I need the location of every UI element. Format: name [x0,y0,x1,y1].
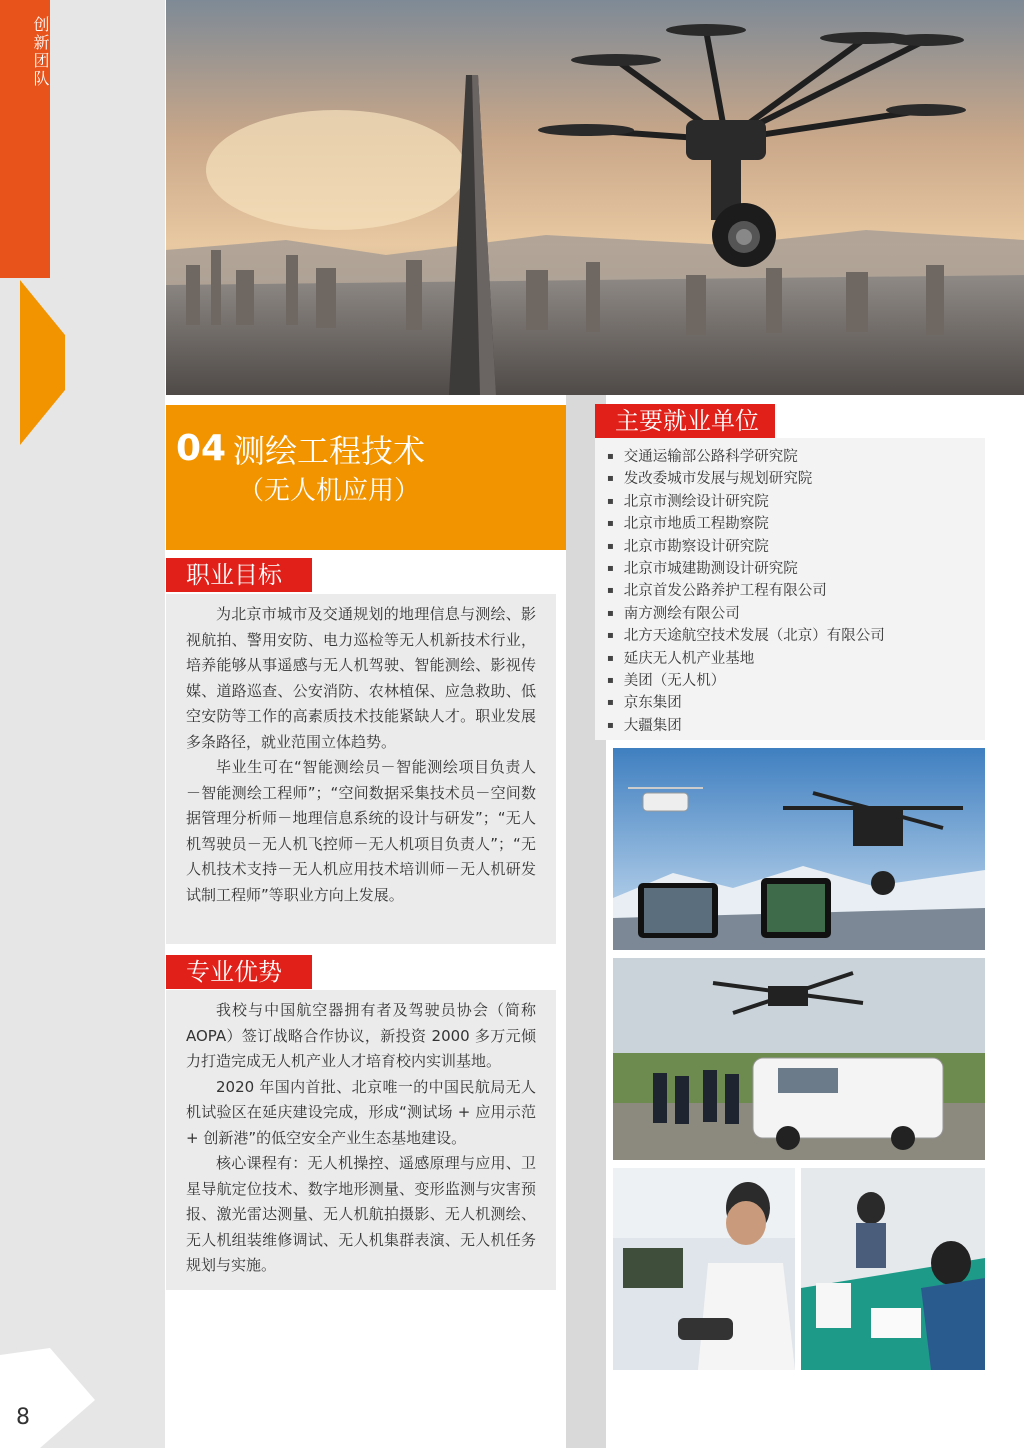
list-item: ▪ 南方测绘有限公司 [607,603,885,625]
program-subtitle: （无人机应用） [238,476,421,506]
advantage-paragraph: 核心课程有：无人机操控、遥感原理与应用、卫星导航定位技术、数字地形测量、变形监测与灾害预报、激光雷达测量、无人机航拍摄影、无人机测绘、无人机组装维修调试、无人机集群表演、无人机任务规划与实施。 [186,1154,536,1274]
employers-heading: 主要就业单位 [595,404,775,438]
career-goal-paragraph: 毕业生可在“智能测绘员－智能测绘项目负责人－智能测绘工程师”；“空间数据采集技术员－空间数据管理分析师－地理信息系统的设计与研发”；“无人机驾驶员－无人机飞控师－无人机项目负责人”；“无人机技术支持－无人机应用技术培训师－无人机研发试制工程师”等职业方向上发展。 [186,758,536,904]
advantage-paragraph: 我校与中国航空器拥有者及驾驶员协会（简称AOPA）签订战略合作协议，新投资 2000 多万元倾力打造完成无人机产业人才培育校内实训基地。 [186,1001,536,1070]
hero-drone-city-photo [166,0,1024,395]
list-item: ▪ 北京市测绘设计研究院 [607,491,885,513]
police-drone-photo [613,958,985,1160]
employers-list [607,446,885,737]
employers-list-box [595,438,985,740]
career-goal-paragraph: 为北京市城市及交通规划的地理信息与测绘、影视航拍、警用安防、电力巡检等无人机新技术行业，培养能够从事遥感与无人机驾驶、智能测绘、影视传媒、道路巡查、公安消防、农林植保、应急救助、低空安防等工作的高素质技术技能紧缺人才。职业发展多条路径，就业范围立体趋势。 [186,605,536,751]
drones-tablets-photo [613,748,985,950]
page-number: 8 [16,1405,30,1430]
list-item: ▪ 北京市勘察设计研究院 [607,536,885,558]
list-item: ▪ 大疆集团 [607,715,885,737]
list-item: ▪ 交通运输部公路科学研究院 [607,446,885,468]
list-item: ▪ 延庆无人机产业基地 [607,648,885,670]
list-item: ▪ 京东集团 [607,692,885,714]
program-title: 测绘工程技术 [233,432,426,470]
advantage-paragraph: 2020 年国内首批、北京唯一的中国民航局无人机试验区在延庆建设完成，形成“测试场 + 应用示范 + 创新港”的低空安全产业生态基地建设。 [186,1077,536,1147]
side-tab-label: 创新团队 [31,16,50,88]
program-number: 04 [176,428,227,469]
list-item: ▪ 发改委城市发展与规划研究院 [607,468,885,490]
student-controller-photo [613,1168,795,1370]
list-item: ▪ 北京首发公路养护工程有限公司 [607,580,885,602]
list-item: ▪ 北方天途航空技术发展（北京）有限公司 [607,625,885,647]
list-item: ▪ 北京市城建勘测设计研究院 [607,558,885,580]
students-lab-photo [801,1168,985,1370]
advantage-text-box [166,990,556,1290]
section-side-tab [0,0,50,278]
list-item: ▪ 北京市地质工程勘察院 [607,513,885,535]
career-goal-heading: 职业目标 [166,558,312,592]
advantage-heading: 专业优势 [166,955,312,989]
list-item: ▪ 美团（无人机） [607,670,885,692]
career-goal-text-box [166,594,556,944]
